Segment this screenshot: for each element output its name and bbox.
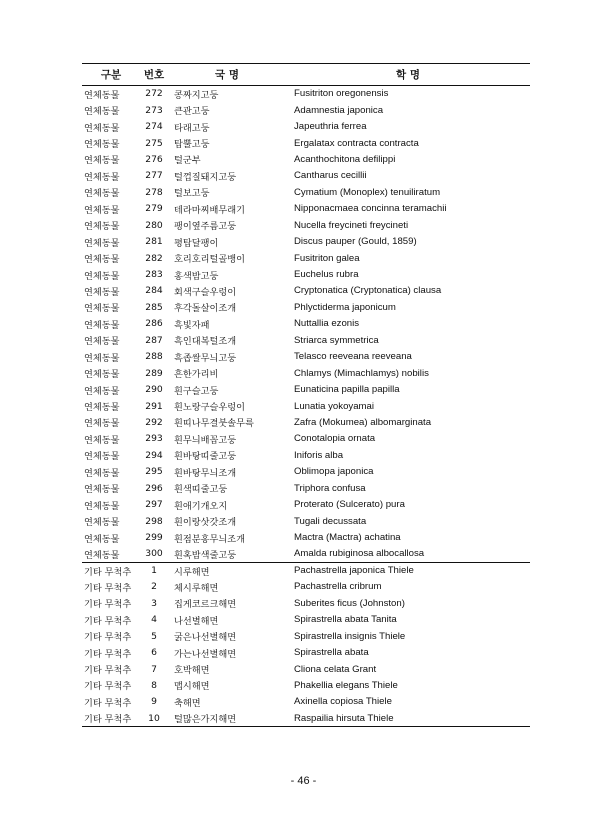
cell-category: 연체동물 [84,286,120,298]
cell-number: 297 [145,499,163,511]
cell-category: 연체동물 [84,517,120,529]
cell-korean-name: 흰노랑구슬우렁이 [174,402,246,414]
cell-scientific-name: Triphora confusa [294,482,366,494]
cell-category: 연체동물 [84,237,120,249]
table-row [82,184,530,200]
table-body [82,86,530,727]
cell-scientific-name: Euchelus rubra [294,269,359,281]
cell-korean-name: 호리호리털골뱅이 [174,254,246,266]
cell-scientific-name: Tugali decussata [294,515,367,527]
cell-korean-name: 홍색밤고둥 [174,270,219,282]
cell-scientific-name: Suberites ficus (Johnston) [294,597,405,609]
header-korean-name: 국 명 [168,64,286,86]
cell-korean-name: 콩짜지고둥 [174,89,219,101]
cell-category: 연체동물 [84,89,120,101]
cell-korean-name: 흰색띠줄고둥 [174,484,228,496]
cell-korean-name: 흰바탕무늬조개 [174,467,237,479]
cell-category: 연체동물 [84,533,120,545]
cell-number: 274 [145,121,163,133]
cell-korean-name: 흑인대복털조개 [174,336,237,348]
cell-korean-name: 체시루해면 [174,582,219,594]
cell-korean-name: 가는나선별해면 [174,648,237,660]
cell-korean-name: 흰바탕띠줄고둥 [174,451,237,463]
cell-number: 283 [145,269,163,281]
cell-scientific-name: Cymatium (Monoplex) tenuiliratum [294,186,441,198]
cell-korean-name: 흔한가리비 [174,369,219,381]
species-list [82,63,530,727]
cell-category: 연체동물 [84,549,120,561]
cell-number: 8 [151,679,157,691]
cell-number: 1 [140,562,168,578]
cell-korean-name: 탑뿔고둥 [174,139,210,151]
cell-category: 연체동물 [84,451,120,463]
table-row [82,86,530,102]
cell-korean-name: 흑빛자패 [174,319,210,331]
cell-scientific-name: Telasco reeveana reeveana [294,351,412,363]
cell-scientific-name: Adamnestia japonica [294,104,384,116]
cell-scientific-name: Pachastrella cribrum [294,581,382,593]
cell-number: 272 [145,88,163,100]
table-row [82,710,530,726]
cell-korean-name: 흑좁쌀무늬고둥 [174,352,237,364]
cell-category: 연체동물 [84,434,120,446]
cell-number: 288 [145,351,163,363]
cell-scientific-name: Discus pauper (Gould, 1859) [294,236,417,248]
table-row [82,250,530,266]
table-row [82,595,530,611]
cell-category: 연체동물 [84,319,120,331]
cell-korean-name: 회색구슬우렁이 [174,286,237,298]
table-row [82,447,530,463]
cell-scientific-name: Cryptonatica (Cryptonatica) clausa [294,285,442,297]
cell-category: 연체동물 [84,221,120,233]
table-row [82,102,530,118]
table-row [82,694,530,710]
cell-category: 연체동물 [84,352,120,364]
cell-korean-name: 팽이옆주름고둥 [174,221,237,233]
table-row [82,332,530,348]
cell-category: 기타 무척추 [84,665,132,677]
cell-category: 연체동물 [84,155,120,167]
table-row [82,464,530,480]
cell-category: 기타 무척추 [82,710,140,726]
cell-scientific-name: Lunatia yokoyamai [294,400,374,412]
cell-korean-name: 시루해면 [168,562,286,578]
table-row [82,168,530,184]
cell-number: 282 [145,252,163,264]
table-row [82,612,530,628]
cell-scientific-name: Spirastrella abata Tanita [294,614,397,626]
cell-category: 연체동물 [84,171,120,183]
cell-category: 기타 무척추 [84,632,132,644]
table-row [82,365,530,381]
cell-korean-name: 후각돌살이조개 [174,303,237,315]
cell-korean-name: 흰혹밤색줄고둥 [174,549,237,561]
cell-category: 연체동물 [84,369,120,381]
cell-number: 295 [145,466,163,478]
cell-category: 연체동물 [84,336,120,348]
cell-scientific-name: Eunaticina papilla papilla [294,384,400,396]
cell-number: 276 [145,153,163,165]
header-scientific-name: 학 명 [286,64,530,86]
cell-category: 연체동물 [84,500,120,512]
cell-category: 기타 무척추 [84,648,132,660]
cell-scientific-name: Conotalopia ornata [294,433,376,445]
cell-scientific-name: Zafra (Mokumea) albomarginata [294,416,432,428]
cell-category: 연체동물 [84,402,120,414]
cell-category: 연체동물 [84,254,120,266]
cell-number: 3 [151,597,157,609]
cell-korean-name: 흰점분홍무늬조개 [174,533,246,545]
table-row [82,151,530,167]
cell-korean-name: 털군부 [174,155,201,167]
cell-scientific-name: Proterato (Sulcerato) pura [294,499,405,511]
table-row [82,316,530,332]
cell-korean-name: 타래고둥 [174,122,210,134]
cell-number: 9 [151,696,157,708]
cell-korean-name: 나선별해면 [174,615,219,627]
cell-category: 연체동물 [84,270,120,282]
cell-korean-name: 흰애기개오지 [174,500,228,512]
cell-korean-name: 호박해면 [174,665,210,677]
table-row [82,135,530,151]
table-row [82,661,530,677]
cell-number: 2 [151,581,157,593]
table-row [82,562,530,578]
cell-number: 275 [145,137,163,149]
cell-scientific-name: Ergalatax contracta contracta [294,137,419,149]
table-row [82,381,530,397]
table-row [82,398,530,414]
cell-scientific-name: Phlyctiderma japonicum [294,301,396,313]
cell-number: 5 [151,630,157,642]
cell-number: 285 [145,301,163,313]
cell-scientific-name: Mactra (Mactra) achatina [294,532,401,544]
cell-number: 273 [145,104,163,116]
cell-category: 연체동물 [84,303,120,315]
cell-number: 278 [145,186,163,198]
cell-number: 291 [145,400,163,412]
table-row [82,299,530,315]
cell-number: 293 [145,433,163,445]
cell-number: 7 [151,663,157,675]
cell-number: 298 [145,515,163,527]
cell-scientific-name: Raspailia hirsuta Thiele [286,710,530,726]
table-row [82,644,530,660]
cell-scientific-name: Spirastrella insignis Thiele [294,630,406,642]
cell-scientific-name: Striarca symmetrica [294,334,379,346]
table-header [82,64,530,86]
cell-korean-name: 맵시해면 [174,681,210,693]
cell-number: 280 [145,219,163,231]
cell-scientific-name: Cliona celata Grant [294,663,377,675]
cell-category: 연체동물 [84,122,120,134]
table-row [82,266,530,282]
cell-scientific-name: Nucella freycineti freycineti [294,219,409,231]
cell-number: 284 [145,285,163,297]
cell-number: 290 [145,384,163,396]
cell-korean-name: 흰띠나무결붓솔무륵 [174,418,254,430]
cell-number: 277 [145,170,163,182]
cell-korean-name: 테라마찌배무래기 [174,204,246,216]
cell-category: 연체동물 [84,204,120,216]
cell-scientific-name: Spirastrella abata [294,647,369,659]
cell-scientific-name: Japeuthria ferrea [294,121,367,133]
table-row [82,546,530,562]
cell-korean-name: 큰관고둥 [174,106,210,118]
cell-number: 292 [145,416,163,428]
cell-korean-name: 흰이랑삿갓조개 [174,517,237,529]
cell-category: 연체동물 [84,188,120,200]
cell-scientific-name: Chlamys (Mimachlamys) nobilis [294,367,429,379]
table-row [82,628,530,644]
cell-number: 289 [145,367,163,379]
table-row [82,233,530,249]
cell-category: 기타 무척추 [84,615,132,627]
cell-category: 기타 무척추 [84,599,132,611]
cell-category: 연체동물 [84,139,120,151]
cell-scientific-name: Iniforis alba [294,449,344,461]
cell-number: 294 [145,449,163,461]
cell-number: 296 [145,482,163,494]
cell-number: 6 [151,647,157,659]
cell-category: 연체동물 [84,467,120,479]
table-row [82,201,530,217]
cell-number: 281 [145,236,163,248]
cell-number: 279 [145,203,163,215]
cell-number: 4 [151,614,157,626]
table-row [82,529,530,545]
cell-korean-name: 흰구슬고둥 [174,385,219,397]
cell-scientific-name: Fusitriton oregonensis [294,88,389,100]
cell-scientific-name: Cantharus cecillii [294,170,367,182]
cell-category: 기타 무척추 [82,562,140,578]
cell-number: 287 [145,334,163,346]
table-row [82,513,530,529]
table-row [82,414,530,430]
cell-category: 연체동물 [84,106,120,118]
cell-korean-name: 축해면 [174,697,201,709]
header-category: 구분 [82,64,140,86]
cell-scientific-name: Amalda rubiginosa albocallosa [294,548,425,560]
cell-category: 기타 무척추 [84,582,132,594]
cell-category: 연체동물 [84,418,120,430]
cell-korean-name: 털껍질돼지고둥 [174,171,237,183]
cell-scientific-name: Nipponacmaea concinna teramachii [294,203,447,215]
cell-number: 10 [140,710,168,726]
table-row [82,496,530,512]
cell-scientific-name: Phakellia elegans Thiele [294,679,398,691]
cell-scientific-name: Fusitriton galea [294,252,360,264]
species-table [82,63,530,727]
cell-korean-name: 털보고둥 [174,188,210,200]
cell-korean-name: 평탑달팽이 [174,237,219,249]
cell-category: 기타 무척추 [84,697,132,709]
page-number: - 46 - [290,775,317,787]
cell-number: 286 [145,318,163,330]
table-row [82,431,530,447]
table-row [82,480,530,496]
cell-scientific-name: Axinella copiosa Thiele [294,696,392,708]
table-row [82,217,530,233]
cell-scientific-name: Oblimopa japonica [294,466,374,478]
table-row [82,283,530,299]
cell-category: 기타 무척추 [84,681,132,693]
header-number: 번호 [140,64,168,86]
cell-korean-name: 집게코르크해면 [174,599,237,611]
table-row [82,677,530,693]
table-row [82,579,530,595]
cell-category: 연체동물 [84,385,120,397]
cell-number: 299 [145,532,163,544]
table-row [82,118,530,134]
cell-category: 연체동물 [84,484,120,496]
cell-korean-name: 굵은나선별해면 [174,632,237,644]
cell-korean-name: 털많은가지해면 [168,710,286,726]
cell-scientific-name: Nuttallia ezonis [294,318,360,330]
cell-number: 300 [145,548,163,560]
cell-korean-name: 흰무늬배꼽고둥 [174,434,237,446]
table-row [82,349,530,365]
cell-scientific-name: Acanthochitona defilippi [294,153,396,165]
cell-scientific-name: Pachastrella japonica Thiele [286,562,530,578]
